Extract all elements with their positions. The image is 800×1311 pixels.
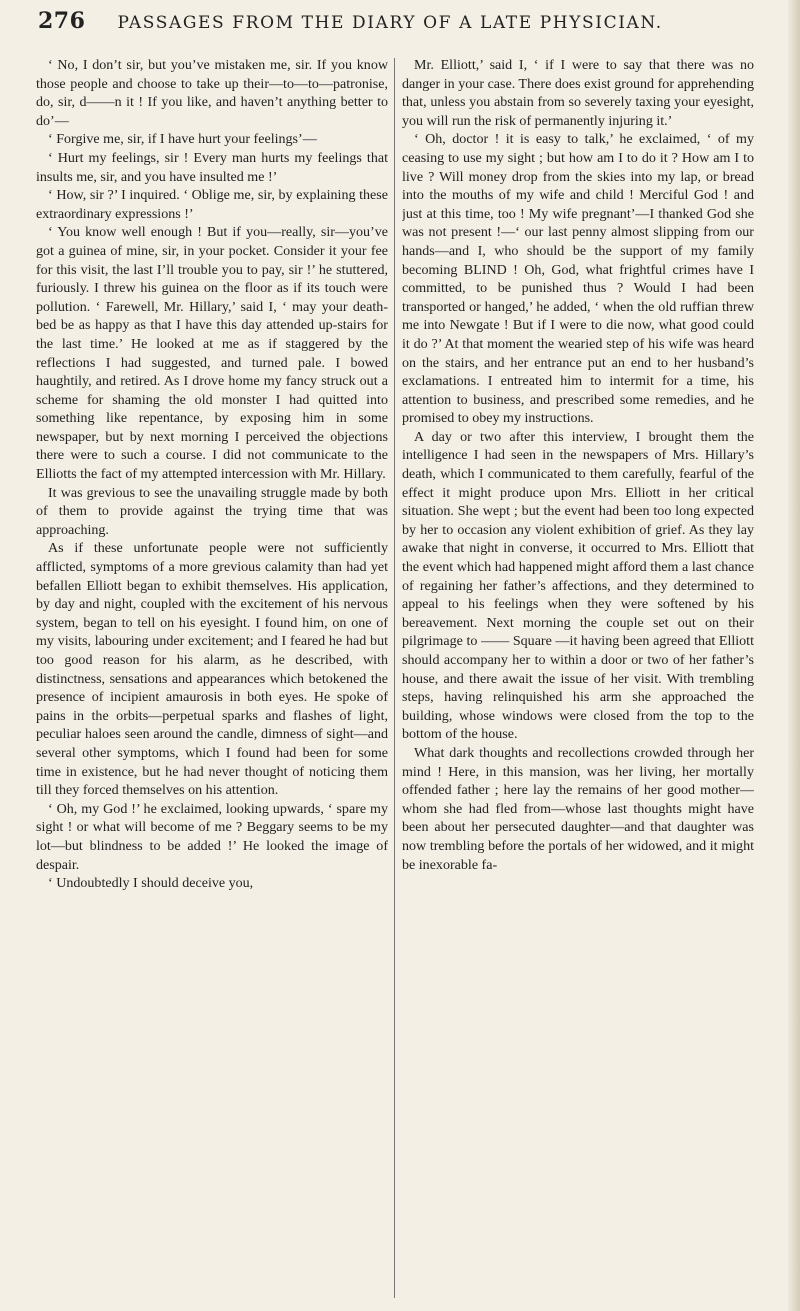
paragraph: As if these unfortunate people were not sufficiently afflicted, symptoms of a more grevious calamity than had yet befallen Elliott began to exhibit themselves. His application, by day and night, coupled with the excitement of his nervous system, began to tell on his eyesight. I found him, on one of my visits, labouring under excitement; and I feared he had but too good reason for his alarm, as he described, with distinctness, sensations and appearances which betokened the presence of incipient amaurosis in both eyes. He spoke of pains in the orbits—perpetual sparks and flashes of light, peculiar haloes seen around the candle, dimness of sight—and several other symptoms, which I found had been for some time in existence, but he had never thought of noticing them till they forced themselves on his attention. — [36, 540, 388, 799]
right-column — [402, 56, 754, 1306]
paragraph: ‘ Undoubtedly I should deceive you, — [48, 875, 254, 892]
paragraph: ‘ Forgive me, sir, if I have hurt your feelings’— — [48, 131, 317, 148]
paragraph: ‘ No, I don’t sir, but you’ve mistaken me, sir. If you know those people and choose to take up their—to—to—patronise, do, sir, d——n it ! If you like, and haven’t anything better to do’— — [36, 57, 388, 129]
page-header — [38, 8, 758, 38]
left-column — [36, 56, 388, 1306]
paragraph: A day or two after this interview, I brought them the intelligence I had seen in the newspapers of Mrs. Hillary’s death, which I communicated to them carefully, fearful of the effect it might produce upon Mrs. Elliott in her critical situation. She wept ; but the event had been too long expected by her to occasion any violent exhibition of grief. As they lay awake that night in converse, it occurred to Mrs. Elliott that the event which had happened might afford them a last chance of regaining her father’s affections, and they determined to appeal to his feelings when they were softened by his bereavement. Next morning the couple set out on their pilgrimage to —— Square —it having been agreed that Elliott should accompany her to within a door or two of her father’s house, and there await the issue of her visit. With trembling steps, having relinquished his arm she approached the building, whose windows were closed from the top to the bottom of the house. — [402, 428, 754, 743]
page-number: 276 — [38, 8, 86, 34]
paragraph: ‘ Oh, doctor ! it is easy to talk,’ he exclaimed, ‘ of my ceasing to use my sight ; but how am I to do it ? How am I to live ? Will money drop from the skies into my lap, or bread into the mouths of my wife and child ! Merciful God ! and just at this time, too ! My wife pregnant’—I thanked God she was not present !—‘ our last penny almost slipping from our hands—and I, who should be the support of my family becoming BLIND ! Oh, God, what frightful crimes have I committed, to be punished thus ? Would I had been transported or hanged,’ he added, ‘ when the old ruffian threw me into Newgate ! But if I were to die now, what good could it do ?’ At that moment the wearied step of his wife was heard on the stairs, and her entrance put an end to her husband’s exclamations. I entreated him to intermit for a time, his attention to business, and prescribed some remedies, and he promised to obey my instructions. — [402, 131, 754, 427]
paragraph: It was grevious to see the unavailing struggle made by both of them to provide against the trying time that was approaching. — [36, 484, 388, 538]
paragraph: ‘ Oh, my God !’ he exclaimed, looking upwards, ‘ spare my sight ! or what will become of me ? Beggary seems to be my lot—but blindness to be added !’ He looked the image of despair. — [36, 800, 388, 873]
page-edge — [788, 0, 800, 1311]
paragraph: What dark thoughts and recollections crowded through her mind ! Here, in this mansion, was her living, her mortally offended father ; here lay the remains of her good mother—whom she had fled from—whose last thoughts might have been about her persecuted daughter—and that daughter was now trembling before the portals of her widowed, and it might be inexorable fa- — [402, 744, 754, 873]
paragraph: ‘ How, sir ?’ I inquired. ‘ Oblige me, sir, by explaining these extraordinary expressions !’ — [36, 187, 388, 222]
paragraph: Mr. Elliott,’ said I, ‘ if I were to say that there was no danger in your case. There does exist ground for apprehending that, unless you abstain from so severely taxing your eyesight, you will run the risk of permanently injuring it.’ — [402, 57, 754, 129]
column-divider — [394, 58, 395, 1298]
running-title: PASSAGES FROM THE DIARY OF A LATE PHYSICIAN. — [117, 13, 663, 33]
paragraph: ‘ Hurt my feelings, sir ! Every man hurts my feelings that insults me, sir, and you have insulted me !’ — [36, 149, 388, 185]
paragraph: ‘ You know well enough ! But if you—really, sir—you’ve got a guinea of mine, sir, in your pocket. Consider it your fee for this visit, the last I’ll trouble you to pay, sir !’ he stuttered, furiously. I threw his guinea on the floor as if its touch were pollution. ‘ Farewell, Mr. Hillary,’ said I, ‘ may your death-bed be as happy as that I have this day attended up-stairs for the last time.’ He looked at me as if staggered by the reflections I had suggested, and turned pale. I bowed haughtily, and retired. As I drove home my fancy struck out a scheme for shaming the old monster I had quitted into something like repentance, by exposing him in some newspaper, but by next morning I perceived the objections there were to such a course. I did not communicate to the Elliotts the fact of my attempted intercession with Mr. Hillary. — [36, 224, 388, 483]
